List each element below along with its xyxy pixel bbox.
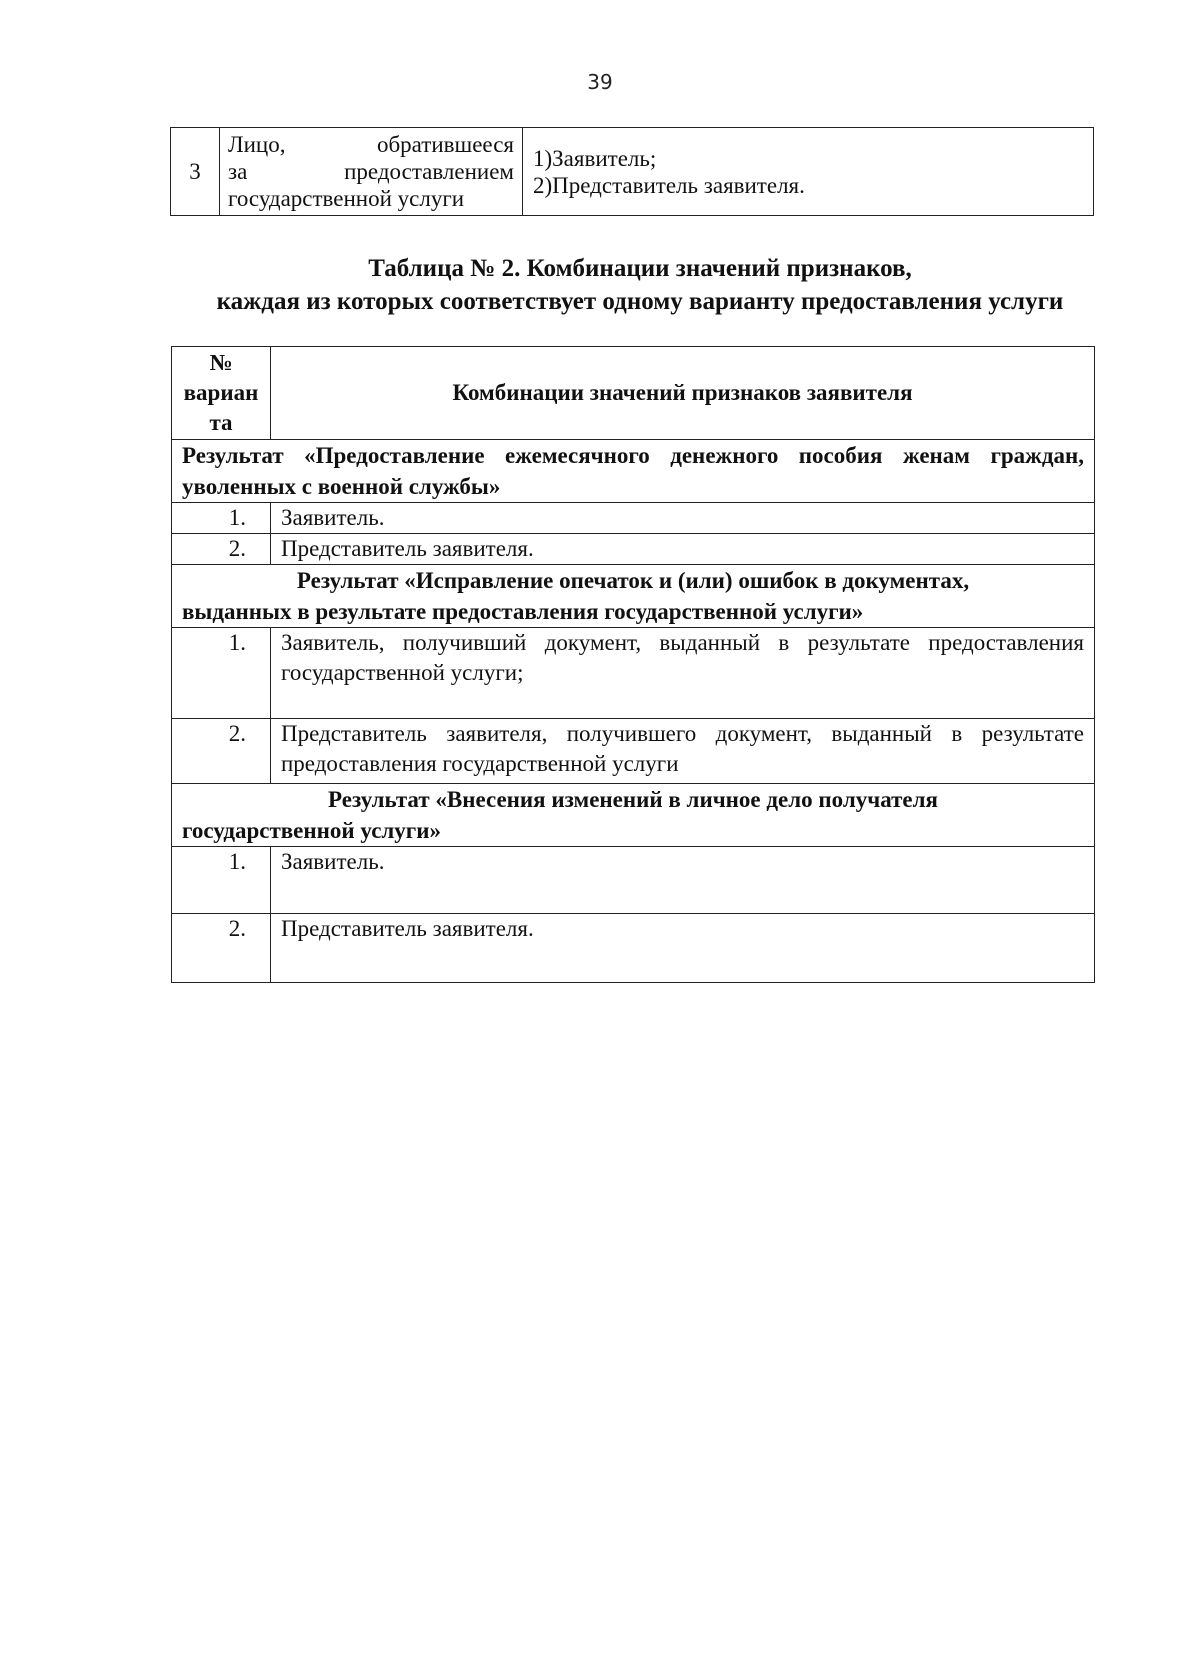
variant-number: 2. (172, 534, 271, 565)
table-row (172, 914, 1095, 983)
variant-text: Представитель заявителя. (271, 534, 1095, 565)
table-header-row (172, 347, 1095, 440)
table-row (172, 503, 1095, 534)
criterion-name (220, 128, 523, 216)
section-title (172, 784, 1095, 847)
variants-table (171, 346, 1095, 983)
section-title-line: Результат «Внесения изменений в личное дело получателя (328, 787, 938, 812)
table-row (172, 847, 1095, 914)
header-combinations: Комбинации значений признаков заявителя (271, 347, 1095, 440)
table-row (172, 628, 1095, 719)
variant-text: Заявитель. (271, 847, 1095, 914)
variant-number: 1. (172, 628, 271, 719)
variant-text: Представитель заявителя. (271, 914, 1095, 983)
header-variant-number-line: та (209, 410, 233, 435)
variant-number: 2. (172, 719, 271, 784)
variant-number: 1. (172, 847, 271, 914)
variant-text: Заявитель, получивший документ, выданный в результате предоставления государственной услуги; (271, 628, 1095, 719)
criterion-name-line: государственной услуги (228, 186, 465, 211)
criterion-name-line (228, 158, 514, 185)
variant-number: 2. (172, 914, 271, 983)
header-variant-number-line: вариан (183, 380, 259, 405)
variant-number: 1. (172, 503, 271, 534)
criterion-name-line (228, 131, 514, 158)
section-row (172, 565, 1095, 628)
criterion-value: 2)Представитель заявителя. (533, 172, 805, 198)
table-title-line: каждая из которых соответствует одному варианту предоставления услуги (216, 288, 1064, 315)
criterion-name-word: за (228, 159, 248, 184)
page-number: 39 (587, 70, 613, 94)
section-title-line: выданных в результате предоставления государственной услуги» (182, 599, 864, 624)
table-title (150, 252, 1130, 318)
section-title (172, 565, 1095, 628)
section-title-line: Результат «Исправление опечаток и (или) ошибок в документах, (296, 568, 970, 593)
table-row (171, 128, 1094, 216)
table-title-line: Таблица № 2. Комбинации значений признаков, (368, 255, 912, 282)
criterion-value: 1)Заявитель; (533, 145, 657, 171)
header-variant-number (172, 347, 271, 440)
variant-text: Представитель заявителя, получившего документ, выданный в результате предоставления государственной услуги (271, 719, 1095, 784)
section-title: Результат «Предоставление ежемесячного денежного пособия женам граждан, уволенных с военной службы» (172, 440, 1095, 503)
criterion-name-word: Лицо, (228, 132, 286, 157)
criterion-name-word: предоставлением (344, 159, 514, 184)
section-row (172, 784, 1095, 847)
section-title-line: государственной услуги» (182, 818, 441, 843)
header-variant-number-line: № (209, 350, 233, 375)
section-row (172, 440, 1095, 503)
criterion-name-word: обратившееся (376, 132, 514, 157)
criteria-table-continuation (170, 127, 1094, 216)
criterion-values (523, 128, 1094, 216)
table-row (172, 534, 1095, 565)
criterion-number: 3 (171, 128, 220, 216)
table-row (172, 719, 1095, 784)
variant-text: Заявитель. (271, 503, 1095, 534)
